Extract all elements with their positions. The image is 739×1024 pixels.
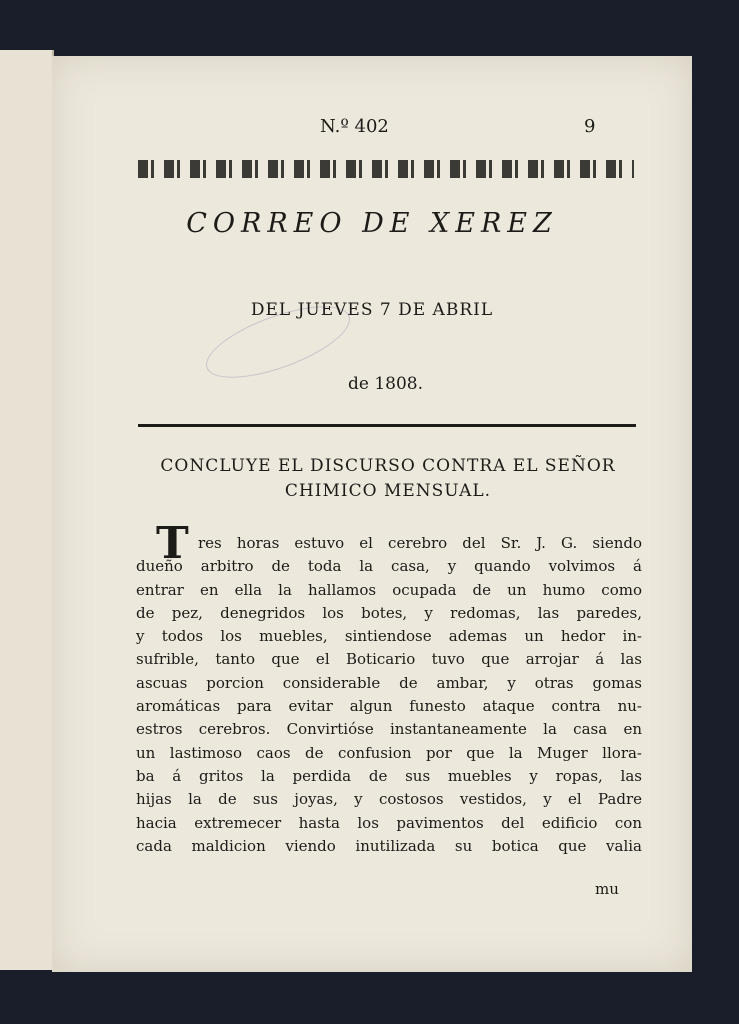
body-line: hacia extremecer hasta los pavimentos del edificio con	[136, 813, 642, 832]
body-line: cada maldicion viendo inutilizada su botica que valia	[136, 836, 642, 855]
masthead-title: CORREO DE XEREZ	[186, 208, 558, 239]
body-line: y todos los muebles, sintiendose ademas un hedor in-	[136, 627, 642, 646]
body-line: dueño arbitro de toda la casa, y quando volvimos á	[136, 557, 642, 576]
body-line: res horas estuvo el cerebro del Sr. J. G. siendo	[198, 534, 642, 552]
article-heading-line-1: CONCLUYE EL DISCURSO CONTRA EL SEÑOR	[160, 456, 616, 476]
page-number: 9	[584, 116, 596, 137]
body-line: sufrible, tanto que el Boticario tuvo que arrojar á las	[136, 650, 642, 669]
facing-page-edge	[0, 50, 54, 970]
catchword: mu	[595, 880, 619, 898]
drop-cap: T	[156, 518, 189, 569]
body-line: hijas la de sus joyas, y costosos vestidos, y el Padre	[136, 790, 642, 809]
dateline: DEL JUEVES 7 DE ABRIL	[250, 300, 494, 320]
publication-year: de 1808.	[348, 374, 424, 394]
page-header	[52, 116, 692, 140]
body-line: estros cerebros. Convirtióse instantaneamente la casa en	[136, 720, 642, 739]
body-line: un lastimoso caos de confusion por que la Muger llora-	[136, 743, 642, 762]
article-heading	[136, 454, 640, 504]
body-line: entrar en ella la hallamos ocupada de un humo como	[136, 580, 642, 599]
issue-number: N.º 402	[320, 116, 389, 137]
body-line: ascuas porcion considerable de ambar, y otras gomas	[136, 673, 642, 692]
article-heading-line-2: CHIMICO MENSUAL.	[284, 481, 492, 501]
section-rule	[138, 424, 636, 427]
body-line: de pez, denegridos los botes, y redomas, las paredes,	[136, 603, 642, 622]
newspaper-page	[52, 56, 692, 972]
ornament-band	[138, 160, 634, 178]
body-line: aromáticas para evitar algun funesto ataque contra nu-	[136, 697, 642, 716]
body-line: ba á gritos la perdida de sus muebles y ropas, las	[136, 766, 642, 785]
article-body	[136, 532, 642, 858]
